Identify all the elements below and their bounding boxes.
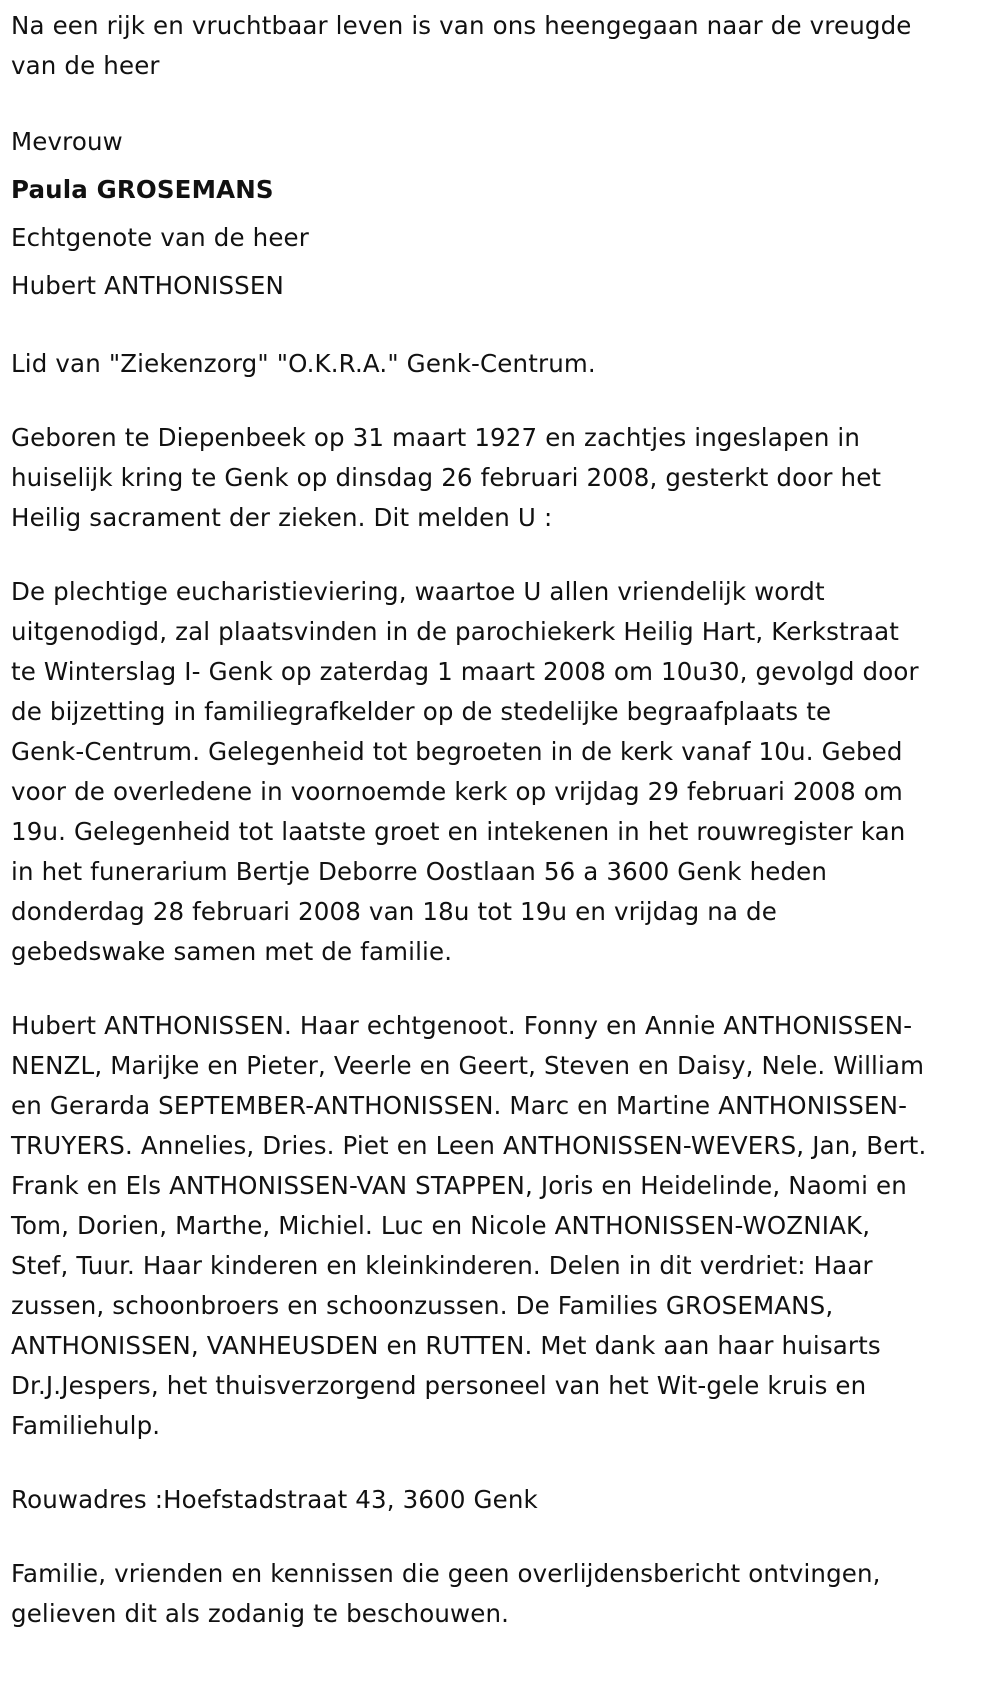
membership-line: Lid van "Ziekenzorg" "O.K.R.A." Genk-Centrum.: [11, 349, 596, 378]
text-line: Heilig sacrament der zieken. Dit melden U :: [11, 503, 553, 532]
text-line: Dr.J.Jespers, het thuisverzorgend personeel van het Wit-gele kruis en: [11, 1371, 867, 1400]
text-line: Familiehulp.: [11, 1411, 161, 1440]
deceased-spouse: Hubert ANTHONISSEN: [11, 271, 284, 300]
deceased-name: Paula GROSEMANS: [11, 175, 274, 204]
birth-death-paragraph: [11, 418, 986, 538]
text-line: de bijzetting in familiegrafkelder op de stedelijke begraafplaats te: [11, 697, 832, 726]
text-line: voor de overledene in voornoemde kerk op vrijdag 29 februari 2008 om: [11, 777, 903, 806]
membership-paragraph: [11, 344, 986, 384]
opening-line: Na een rijk en vruchtbaar leven is van ons heengegaan naar de vreugde: [11, 11, 912, 40]
text-line: donderdag 28 februari 2008 van 18u tot 19u en vrijdag na de: [11, 897, 777, 926]
text-line: in het funerarium Bertje Deborre Oostlaan 56 a 3600 Genk heden: [11, 857, 828, 886]
opening-paragraph: [11, 6, 986, 86]
text-line: te Winterslag I- Genk op zaterdag 1 maart 2008 om 10u30, gevolgd door: [11, 657, 919, 686]
text-line: huiselijk kring te Genk op dinsdag 26 februari 2008, gesterkt door het: [11, 463, 882, 492]
text-line: zussen, schoonbroers en schoonzussen. De Families GROSEMANS,: [11, 1291, 834, 1320]
text-line: gebedswake samen met de familie.: [11, 937, 453, 966]
text-line: Frank en Els ANTHONISSEN-VAN STAPPEN, Joris en Heidelinde, Naomi en: [11, 1171, 907, 1200]
text-line: ANTHONISSEN, VANHEUSDEN en RUTTEN. Met dank aan haar huisarts: [11, 1331, 881, 1360]
obituary-document: [11, 6, 986, 1634]
text-line: Hubert ANTHONISSEN. Haar echtgenoot. Fonny en Annie ANTHONISSEN-: [11, 1011, 913, 1040]
text-line: Stef, Tuur. Haar kinderen en kleinkinderen. Delen in dit verdriet: Haar: [11, 1251, 873, 1280]
text-line: 19u. Gelegenheid tot laatste groet en intekenen in het rouwregister kan: [11, 817, 906, 846]
text-line: Tom, Dorien, Marthe, Michiel. Luc en Nicole ANTHONISSEN-WOZNIAK,: [11, 1211, 871, 1240]
text-line: Genk-Centrum. Gelegenheid tot begroeten in de kerk vanaf 10u. Gebed: [11, 737, 903, 766]
deceased-block: [11, 118, 986, 310]
ceremony-paragraph: [11, 572, 986, 972]
text-line: Geboren te Diepenbeek op 31 maart 1927 en zachtjes ingeslapen in: [11, 423, 861, 452]
address-paragraph: [11, 1480, 986, 1520]
text-line: TRUYERS. Annelies, Dries. Piet en Leen ANTHONISSEN-WEVERS, Jan, Bert.: [11, 1131, 927, 1160]
text-line: gelieven dit als zodanig te beschouwen.: [11, 1599, 510, 1628]
opening-line: van de heer: [11, 51, 160, 80]
deceased-title: Mevrouw: [11, 127, 123, 156]
text-line: uitgenodigd, zal plaatsvinden in de parochiekerk Heilig Hart, Kerkstraat: [11, 617, 900, 646]
text-line: en Gerarda SEPTEMBER-ANTHONISSEN. Marc en Martine ANTHONISSEN-: [11, 1091, 908, 1120]
deceased-relation: Echtgenote van de heer: [11, 223, 309, 252]
closing-paragraph: [11, 1554, 986, 1634]
text-line: NENZL, Marijke en Pieter, Veerle en Geert, Steven en Daisy, Nele. William: [11, 1051, 925, 1080]
mourning-address: Rouwadres :Hoefstadstraat 43, 3600 Genk: [11, 1485, 538, 1514]
text-line: Familie, vrienden en kennissen die geen overlijdensbericht ontvingen,: [11, 1559, 881, 1588]
family-paragraph: [11, 1006, 986, 1446]
text-line: De plechtige eucharistieviering, waartoe U allen vriendelijk wordt: [11, 577, 825, 606]
